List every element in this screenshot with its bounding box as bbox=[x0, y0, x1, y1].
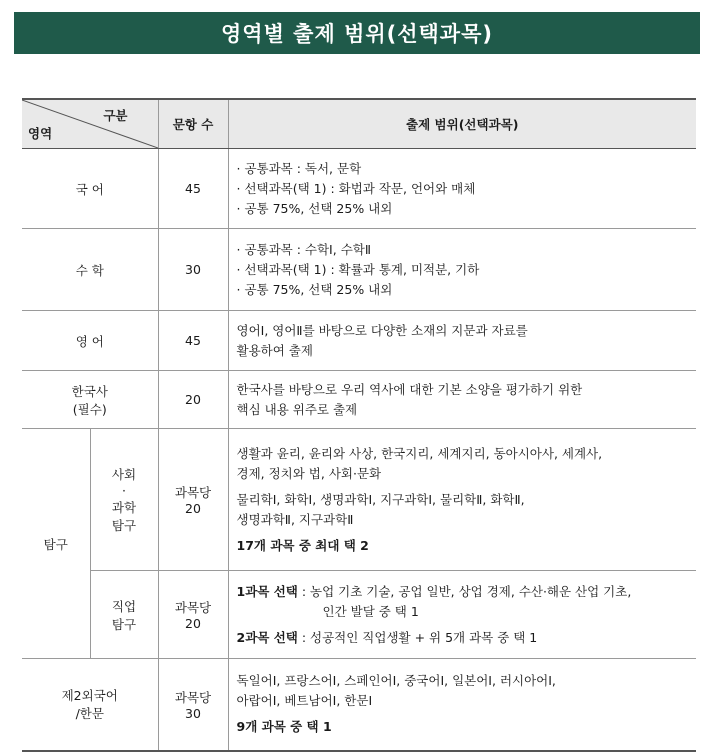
scope-line: 독일어Ⅰ, 프랑스어Ⅰ, 스페인어Ⅰ, 중국어Ⅰ, 일본어Ⅰ, 러시아어Ⅰ, bbox=[236, 673, 556, 689]
area-korean: 국 어 bbox=[22, 149, 158, 229]
sub-line: 과학 bbox=[111, 500, 137, 515]
scope-line: 생명과학Ⅱ, 지구과학Ⅱ bbox=[236, 511, 354, 527]
scope-line: 아랍어Ⅰ, 베트남어Ⅰ, 한문Ⅰ bbox=[236, 693, 373, 709]
scope-line: 핵심 내용 위주로 출제 bbox=[236, 401, 358, 417]
scope-english bbox=[228, 311, 696, 371]
count-social-science bbox=[158, 429, 228, 571]
table-row-english bbox=[22, 311, 696, 371]
sub-line: 사회 bbox=[111, 467, 137, 482]
scope-label: 2과목 선택 bbox=[236, 629, 298, 645]
table-row-foreign bbox=[22, 659, 696, 751]
scope-line: · 공통과목 : 수학Ⅰ, 수학Ⅱ bbox=[236, 241, 371, 257]
scope-korean bbox=[228, 149, 696, 229]
scope-math bbox=[228, 229, 696, 311]
table-row-korean bbox=[22, 149, 696, 229]
count-history: 20 bbox=[158, 371, 228, 429]
count-line: 20 bbox=[185, 501, 201, 516]
scope-header: 출제 범위(선택과목) bbox=[228, 99, 696, 149]
area-math: 수 학 bbox=[22, 229, 158, 311]
count-vocational bbox=[158, 571, 228, 659]
exam-scope-table bbox=[22, 98, 696, 752]
table-row-history bbox=[22, 371, 696, 429]
scope-line bbox=[237, 582, 689, 602]
count-korean: 45 bbox=[158, 149, 228, 229]
scope-history bbox=[228, 371, 696, 429]
scope-line: 인간 발달 중 택 1 bbox=[322, 603, 419, 619]
area-english: 영 어 bbox=[22, 311, 158, 371]
corner-header-cell bbox=[22, 99, 158, 149]
scope-note: 17개 과목 중 최대 택 2 bbox=[236, 537, 369, 553]
corner-top-label: 구분 bbox=[103, 108, 128, 123]
table-header-row bbox=[22, 99, 696, 149]
scope-label: 1과목 선택 bbox=[236, 583, 298, 599]
area-line: 제2외국어 bbox=[61, 688, 118, 704]
table-row-vocational bbox=[22, 571, 696, 659]
scope-line: · 선택과목(택 1) : 확률과 통계, 미적분, 기하 bbox=[236, 261, 480, 277]
count-line: 20 bbox=[185, 616, 201, 631]
table-row-math bbox=[22, 229, 696, 311]
count-foreign bbox=[158, 659, 228, 751]
scope-social-science bbox=[228, 429, 696, 571]
scope-line: 한국사를 바탕으로 우리 역사에 대한 기본 소양을 평가하기 위한 bbox=[236, 381, 583, 397]
scope-line: · 공통 75%, 선택 25% 내외 bbox=[236, 281, 393, 297]
area-inquiry: 탐구 bbox=[22, 429, 90, 659]
area-line: (필수) bbox=[72, 401, 107, 417]
scope-foreign bbox=[228, 659, 696, 751]
scope-line: 경제, 정치와 법, 사회·문화 bbox=[236, 465, 382, 481]
count-line: 과목당 bbox=[174, 485, 212, 500]
count-english: 45 bbox=[158, 311, 228, 371]
sub-line: 탐구 bbox=[111, 518, 137, 533]
sub-line: · bbox=[122, 483, 126, 498]
count-line: 30 bbox=[185, 705, 201, 721]
scope-vocational bbox=[228, 571, 696, 659]
scope-note: 9개 과목 중 택 1 bbox=[236, 719, 332, 735]
sub-area-social-science bbox=[90, 429, 158, 571]
area-line: /한문 bbox=[75, 706, 104, 722]
scope-line: 물리학Ⅰ, 화학Ⅰ, 생명과학Ⅰ, 지구과학Ⅰ, 물리학Ⅱ, 화학Ⅱ, bbox=[236, 491, 525, 507]
scope-line: · 선택과목(택 1) : 화법과 작문, 언어와 매체 bbox=[236, 180, 476, 196]
scope-text: : 성공적인 직업생활 + 위 5개 과목 중 택 1 bbox=[301, 629, 538, 645]
scope-line: 영어Ⅰ, 영어Ⅱ를 바탕으로 다양한 소재의 지문과 자료를 bbox=[236, 322, 528, 338]
scope-line: 활용하여 출제 bbox=[236, 342, 313, 358]
scope-line bbox=[237, 628, 689, 648]
page-title: 영역별 출제 범위(선택과목) bbox=[14, 12, 700, 54]
corner-bottom-label: 영역 bbox=[28, 126, 53, 141]
area-line: 한국사 bbox=[71, 383, 108, 399]
sub-line: 탐구 bbox=[111, 616, 137, 632]
sub-area-vocational bbox=[90, 571, 158, 659]
table-row-social-science bbox=[22, 429, 696, 571]
count-line: 과목당 bbox=[174, 689, 212, 705]
scope-line: 생활과 윤리, 윤리와 사상, 한국지리, 세계지리, 동아시아사, 세계사, bbox=[236, 445, 603, 461]
count-line: 과목당 bbox=[174, 600, 212, 615]
scope-text: : 농업 기초 기술, 공업 일반, 상업 경제, 수산·해운 산업 기초, bbox=[301, 583, 632, 599]
area-history bbox=[22, 371, 158, 429]
sub-line: 직업 bbox=[111, 598, 137, 614]
area-foreign bbox=[22, 659, 158, 751]
count-math: 30 bbox=[158, 229, 228, 311]
scope-line: · 공통 75%, 선택 25% 내외 bbox=[236, 200, 393, 216]
scope-line: · 공통과목 : 독서, 문학 bbox=[236, 160, 362, 176]
count-header: 문항 수 bbox=[158, 99, 228, 149]
